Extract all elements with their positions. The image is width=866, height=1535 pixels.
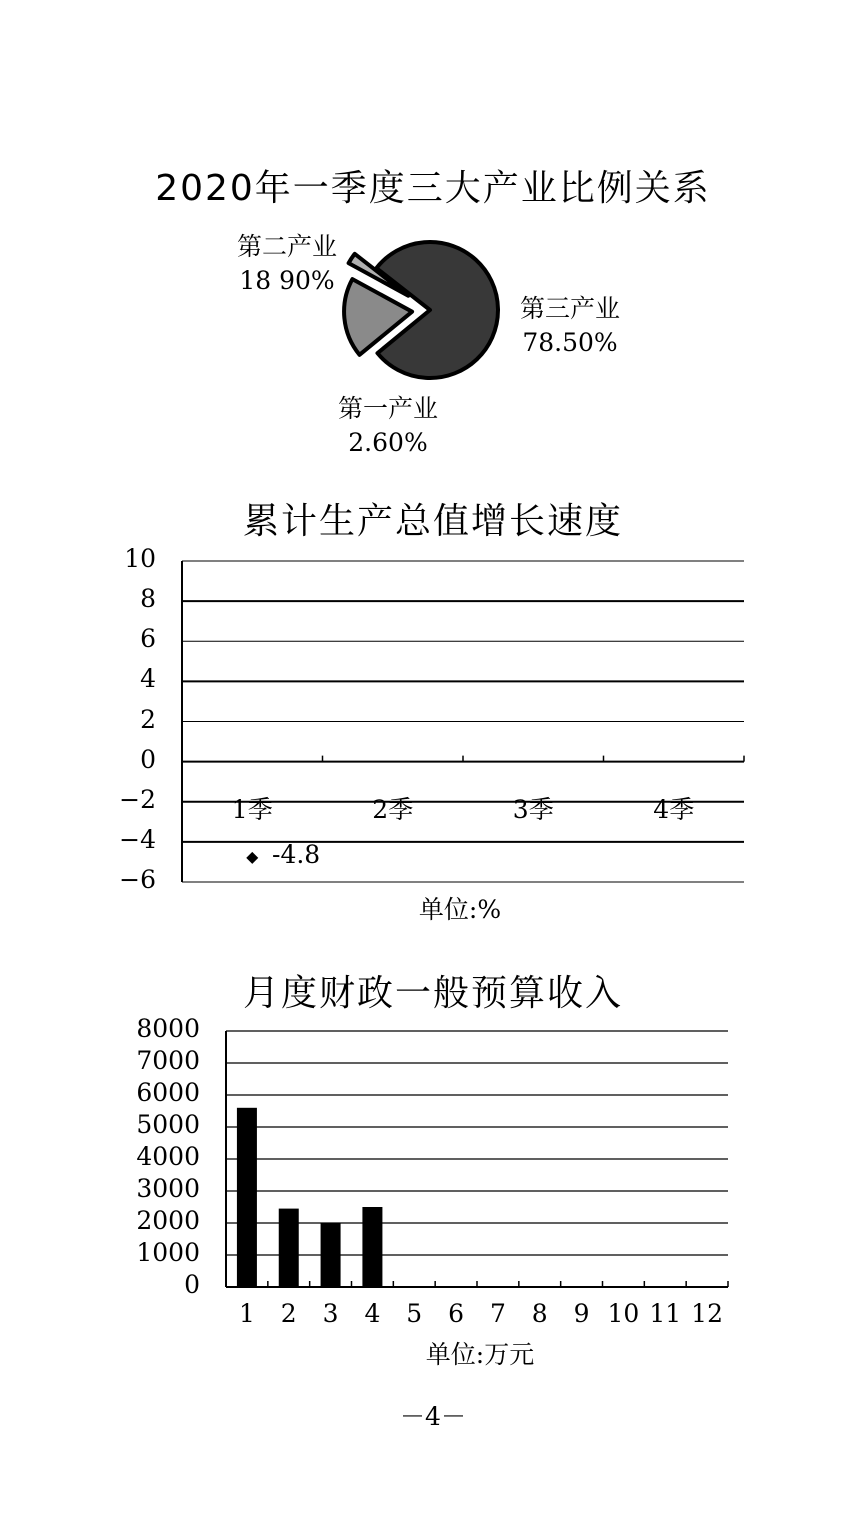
bar (237, 1108, 257, 1287)
bar (321, 1223, 341, 1287)
pie-chart-title: 2020年一季度三大产业比例关系 (155, 168, 711, 209)
line-y-tick: 6 (140, 624, 156, 654)
bar-x-tick: 11 (649, 1299, 682, 1328)
page-number: －4－ (400, 1402, 466, 1431)
bar-y-tick: 0 (184, 1270, 200, 1299)
bar-unit-label: 单位:万元 (425, 1340, 535, 1369)
line-y-tick: 0 (140, 744, 156, 774)
bar-x-tick: 10 (607, 1299, 640, 1328)
bar-chart-title: 月度财政一般预算收入 (242, 973, 623, 1014)
bar-x-tick: 9 (573, 1299, 590, 1328)
bar-y-tick: 1000 (136, 1238, 200, 1267)
line-y-tick: 8 (140, 584, 156, 614)
bar (362, 1207, 382, 1287)
line-y-tick: −4 (119, 824, 156, 854)
bar-y-tick: 8000 (136, 1014, 200, 1043)
line-x-tick: 2季 (372, 794, 414, 824)
pie-label-primary-value: 2.60% (348, 428, 428, 457)
bar-x-tick: 6 (448, 1299, 465, 1328)
bar-x-tick: 4 (364, 1299, 381, 1328)
bar-x-tick: 1 (238, 1299, 255, 1328)
pie-label-tertiary-value: 78.50% (522, 328, 618, 357)
pie-label-tertiary-name: 第三产业 (519, 294, 620, 323)
bar-y-tick: 5000 (136, 1110, 200, 1139)
line-x-tick: 4季 (653, 794, 695, 824)
line-y-tick: 2 (140, 704, 156, 734)
bar-x-tick: 3 (322, 1299, 339, 1328)
bar-x-tick: 8 (531, 1299, 548, 1328)
line-data-label: -4.8 (272, 840, 321, 869)
pie-label-secondary-name: 第二产业 (236, 232, 337, 261)
line-unit-label: 单位:% (418, 895, 502, 924)
pie-label-primary-name: 第一产业 (337, 394, 438, 423)
bar-y-tick: 3000 (136, 1174, 200, 1203)
line-x-tick: 1季 (231, 794, 273, 824)
bar-y-tick: 2000 (136, 1206, 200, 1235)
line-y-tick: −2 (119, 784, 156, 814)
line-y-tick: 4 (140, 664, 156, 694)
bar-x-tick: 2 (280, 1299, 297, 1328)
line-chart-title: 累计生产总值增长速度 (242, 501, 623, 542)
bar-y-tick: 6000 (136, 1078, 200, 1107)
bar-y-tick: 4000 (136, 1142, 200, 1171)
pie-label-secondary-value: 18 90% (239, 266, 335, 295)
bar-x-tick: 7 (489, 1299, 506, 1328)
line-y-tick: −6 (119, 865, 156, 894)
bar-x-tick: 5 (406, 1299, 423, 1328)
line-x-tick: 3季 (512, 794, 554, 824)
bar (279, 1209, 299, 1287)
line-y-tick: 10 (124, 544, 156, 573)
bar-y-tick: 7000 (136, 1046, 200, 1075)
bar-x-tick: 12 (691, 1299, 723, 1328)
